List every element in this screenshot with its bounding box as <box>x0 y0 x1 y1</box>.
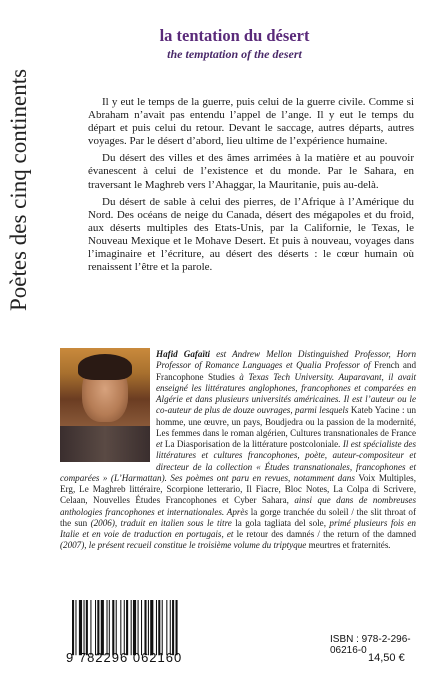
barcode-number: 9 782296 062160 <box>66 650 183 665</box>
bio-text: est Andrew Mellon Distinguished Professor, Horn Professor of Romance Languages et Qualia Professor of <box>156 349 416 371</box>
bio-text: la gola tagliata del sole <box>235 517 324 528</box>
spine-series <box>2 40 36 340</box>
isbn: ISBN : 978-2-296-06216-0 <box>330 634 411 656</box>
bio-text: meurtres et fraternités <box>308 540 389 551</box>
blurb <box>88 96 414 278</box>
bio-text: . <box>388 540 391 551</box>
blurb-paragraph: Du désert de sable à celui des pierres, de l’Afrique à l’Amérique du Nord. Des océans de neige du Canada, désert des mégapoles et du froid, aux déserts multiples des Etats-Unis, par la Californie, le Texas, le Nouveau Mexique et le Mohave Desert. Et puis à nouveau, voyages dans l’imaginaire et l’écriture, au désert des déserts : le cœur humain où renaissent l’être et la parole. <box>88 195 414 274</box>
bio-text: à Texas Tech University. Auparavant, il avait enseigné les littératures anglophones, francophones et comparées en Algérie et dans plusieurs universités américaines. Il est l’auteur ou le co-auteur de plus de douze ouvrages, parmi lesquels <box>156 371 416 416</box>
blurb-paragraph: Du désert des villes et des âmes arrimées à la matière et au pouvoir évanescent à celui de l’existence et du monde. Par le Sahara, en traversant le Maghreb vers l’Ahaggar, la Mauritanie, puis au-delà. <box>88 152 414 191</box>
blurb-paragraph: Il y eut le temps de la guerre, puis celui de la guerre civile. Comme si Abraham n’avait pas entendu l’appel de l’ange. Il y eut le temps du départ et puis celui du retour. Devant le saccage, autres départs, autres voyages. Par le désert d’abord, lieu ultime de l’expérience humaine. <box>88 96 414 148</box>
author-name: Hafid Gafaïti <box>156 349 211 359</box>
bio-text: la gorge tranchée du soleil / the slit throat of the sun <box>60 506 416 528</box>
bio-text: (2006), traduit en italien sous le titre <box>87 517 236 528</box>
price: 14,50 € <box>368 652 405 664</box>
bio-text: , primé plusieurs fois en Italie et en voie de traduction en portugais, et <box>60 517 416 539</box>
bio-text: et <box>156 439 165 449</box>
author-bio <box>60 349 416 552</box>
series-title: Poètes des cinq continents <box>6 68 32 312</box>
bio-text: French and Francophone Studies <box>156 360 416 382</box>
bio-text: , ainsi que dans de nombreuses anthologies francophones et internationales. Après <box>60 495 417 517</box>
bio-text: . Il est spécialiste des littératures et cultures francophones, poète, auteur-compositeur et directeur de la collection « Études transnationales, francophones et comparées » (L’Harmattan). Ses poèmes ont paru en revues, notamment dans <box>60 439 416 483</box>
bio-text: Voix Multiples, Erg, Le Maghreb littéraire, Scorpione letterario, Il Fiacre, Bloc Notes, La Colpa di Scrivere, Celaan, Nouvelles Études Francophones et Cyber Sahara <box>60 472 416 506</box>
book-title: la tentation du désert <box>159 26 310 45</box>
bio-text: La Diasporisation de la littérature postcoloniale <box>164 439 339 449</box>
bio-text: le retour des damnés / the return of the damned <box>236 529 416 539</box>
bio-text: (2007), le présent recueil constitue le troisième volume du triptyque <box>60 540 309 551</box>
book-subtitle: the temptation of the desert <box>167 47 302 61</box>
bio-text: Kateb Yacine : un homme, une œuvre, un pays, Boudjedra ou la passion de la modernité, Les femmes dans le roman algérien, Cultures transnationales de France <box>156 405 417 438</box>
